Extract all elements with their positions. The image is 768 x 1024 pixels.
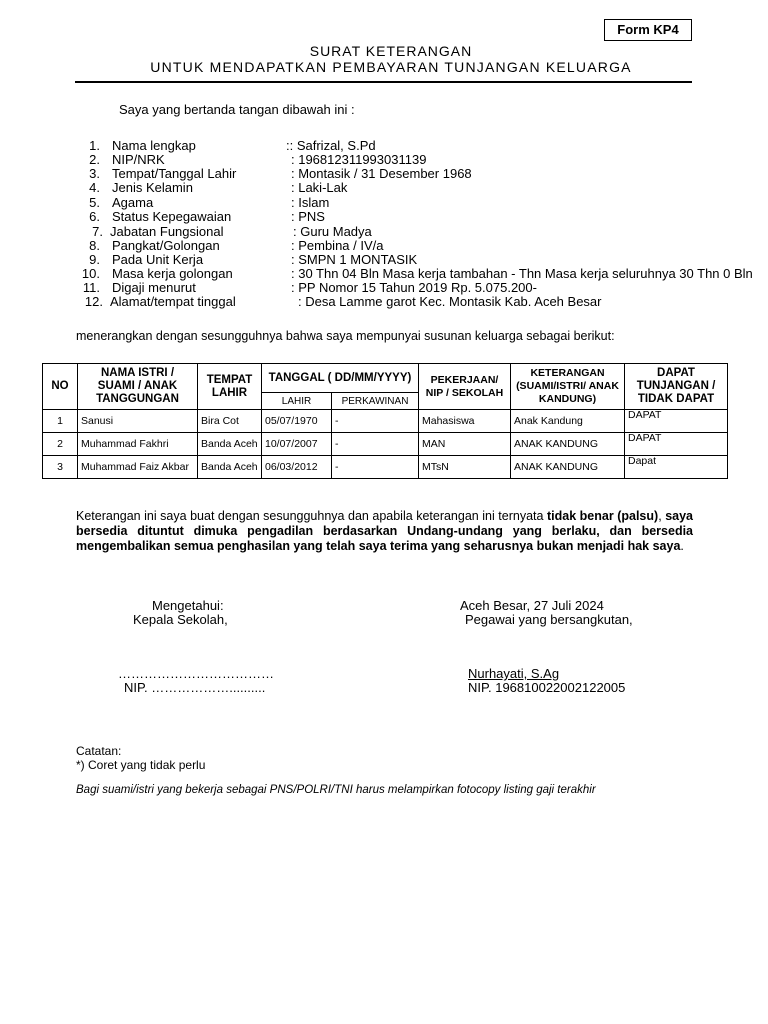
field-label: Pangkat/Golongan (112, 238, 220, 253)
field-label: Alamat/tempat tinggal (110, 294, 236, 309)
field-value: : Montasik / 31 Desember 1968 (291, 166, 472, 181)
field-number: 6. (89, 209, 100, 224)
cell-name: Muhammad Faiz Akbar (78, 456, 198, 479)
field-label: Status Kepegawaian (112, 209, 232, 224)
signature-right-role: Pegawai yang bersangkutan, (465, 612, 633, 627)
signature-left-name: ……………………………… (118, 666, 274, 681)
cell-birthplace: Banda Aceh (198, 456, 262, 479)
cell-marriage-date: - (332, 456, 419, 479)
header-name: NAMA ISTRI / SUAMI / ANAK TANGGUNGAN (78, 364, 198, 410)
field-number: 10. (81, 266, 100, 281)
header-date-marriage: PERKAWINAN (332, 393, 419, 410)
field-value: : Pembina / IV/a (291, 238, 384, 253)
signature-left-label: Mengetahui: (152, 598, 224, 613)
statement-emphasis: saya bersedia dituntut dimuka pengadilan berdasarkan Undang-undang yang berlaku, dan bersedia mengembalikan semua penghasilan yang telah saya terima yang seharusnya bukan menjadi hak saya (76, 509, 693, 553)
cell-marriage-date: - (332, 433, 419, 456)
cell-job: Mahasiswa (419, 410, 511, 433)
cell-birth-date: 05/07/1970 (262, 410, 332, 433)
cell-marriage-date: - (332, 410, 419, 433)
field-label: Tempat/Tanggal Lahir (112, 166, 237, 181)
statement-text: , (658, 509, 666, 523)
cell-birth-date: 10/07/2007 (262, 433, 332, 456)
field-label: Jenis Kelamin (112, 180, 193, 195)
field-value: : PP Nomor 15 Tahun 2019 Rp. 5.075.200- (291, 280, 537, 295)
cell-no: 1 (43, 410, 78, 433)
signature-right-nip: NIP. 196810022002122005 (468, 680, 626, 695)
field-label: NIP/NRK (112, 152, 165, 167)
cell-name: Sanusi (78, 410, 198, 433)
field-number: 7. (92, 224, 103, 239)
header-eligible: DAPAT TUNJANGAN / TIDAK DAPAT (625, 364, 728, 410)
cell-no: 3 (43, 456, 78, 479)
field-number: 1. (89, 138, 100, 153)
field-label: Nama lengkap (112, 138, 196, 153)
cell-job: MTsN (419, 456, 511, 479)
field-number: 9. (89, 252, 100, 267)
field-number: 11. (82, 280, 100, 295)
signature-left-role: Kepala Sekolah, (133, 612, 228, 627)
header-no: NO (43, 364, 78, 410)
cell-note: ANAK KANDUNG (511, 456, 625, 479)
title-divider (75, 81, 692, 83)
table-row (43, 410, 728, 433)
cell-eligible: DAPAT (625, 433, 728, 456)
statement-paragraph (76, 509, 693, 554)
statement-text: . (680, 539, 684, 553)
field-value: :: Safrizal, S.Pd (286, 138, 376, 153)
statement-text: Keterangan ini saya buat dengan sesungguhnya dan apabila keterangan ini ternyata (76, 509, 547, 523)
header-date-group: TANGGAL ( DD/MM/YYYY) (262, 364, 419, 393)
cell-birthplace: Banda Aceh (198, 433, 262, 456)
field-label: Jabatan Fungsional (110, 224, 224, 239)
notes-line: *) Coret yang tidak perlu (76, 758, 206, 772)
cell-eligible: DAPAT (625, 410, 728, 433)
header-job: PEKERJAAN/ NIP / SEKOLAH (419, 364, 511, 410)
field-value: : SMPN 1 MONTASIK (291, 252, 418, 267)
header-note: KETERANGAN (SUAMI/ISTRI/ ANAK KANDUNG) (511, 364, 625, 410)
document-subtitle: UNTUK MENDAPATKAN PEMBAYARAN TUNJANGAN KELUARGA (150, 59, 632, 75)
table-row (43, 456, 728, 479)
cell-birthplace: Bira Cot (198, 410, 262, 433)
field-number: 5. (89, 195, 100, 210)
field-label: Agama (112, 195, 154, 210)
notes-line-italic: Bagi suami/istri yang bekerja sebagai PNS/POLRI/TNI harus melampirkan fotocopy listing gaji terakhir (76, 784, 596, 796)
field-value: : PNS (291, 209, 325, 224)
field-number: 3. (89, 166, 100, 181)
cell-note: Anak Kandung (511, 410, 625, 433)
cell-no: 2 (43, 433, 78, 456)
field-label: Digaji menurut (112, 280, 196, 295)
field-number: 12. (84, 294, 103, 309)
document-title: SURAT KETERANGAN (309, 43, 473, 59)
notes-heading: Catatan: (76, 744, 122, 758)
field-value: : Islam (291, 195, 330, 210)
family-intro-text: menerangkan dengan sesungguhnya bahwa saya mempunyai susunan keluarga sebagai berikut: (76, 329, 615, 343)
cell-note: ANAK KANDUNG (511, 433, 625, 456)
header-date-birth: LAHIR (262, 393, 332, 410)
cell-job: MAN (419, 433, 511, 456)
table-row (43, 433, 728, 456)
field-value: : 30 Thn 04 Bln Masa kerja tambahan - Thn Masa kerja seluruhnya 30 Thn 0 Bln (291, 266, 753, 281)
cell-birth-date: 06/03/2012 (262, 456, 332, 479)
field-value: : Desa Lamme garot Kec. Montasik Kab. Aceh Besar (298, 294, 602, 309)
statement-emphasis: tidak benar (palsu) (546, 509, 659, 523)
header-birthplace: TEMPAT LAHIR (198, 364, 262, 410)
field-label: Masa kerja golongan (112, 266, 233, 281)
signature-left-nip: NIP. ……………….......... (124, 680, 266, 695)
signature-right-place-date: Aceh Besar, 27 Juli 2024 (460, 598, 604, 613)
field-number: 2. (89, 152, 100, 167)
family-table (42, 363, 728, 479)
field-label: Pada Unit Kerja (112, 252, 204, 267)
cell-eligible: Dapat (625, 456, 728, 479)
field-number: 8. (89, 238, 100, 253)
field-value: : 196812311993031139 (291, 152, 427, 167)
field-value: : Guru Madya (293, 224, 372, 239)
field-value: : Laki-Lak (291, 180, 348, 195)
field-number: 4. (89, 180, 100, 195)
cell-name: Muhammad Fakhri (78, 433, 198, 456)
intro-text: Saya yang bertanda tangan dibawah ini : (119, 102, 355, 117)
signature-right-name: Nurhayati, S.Ag (468, 666, 560, 681)
form-code-box: Form KP4 (604, 19, 692, 41)
